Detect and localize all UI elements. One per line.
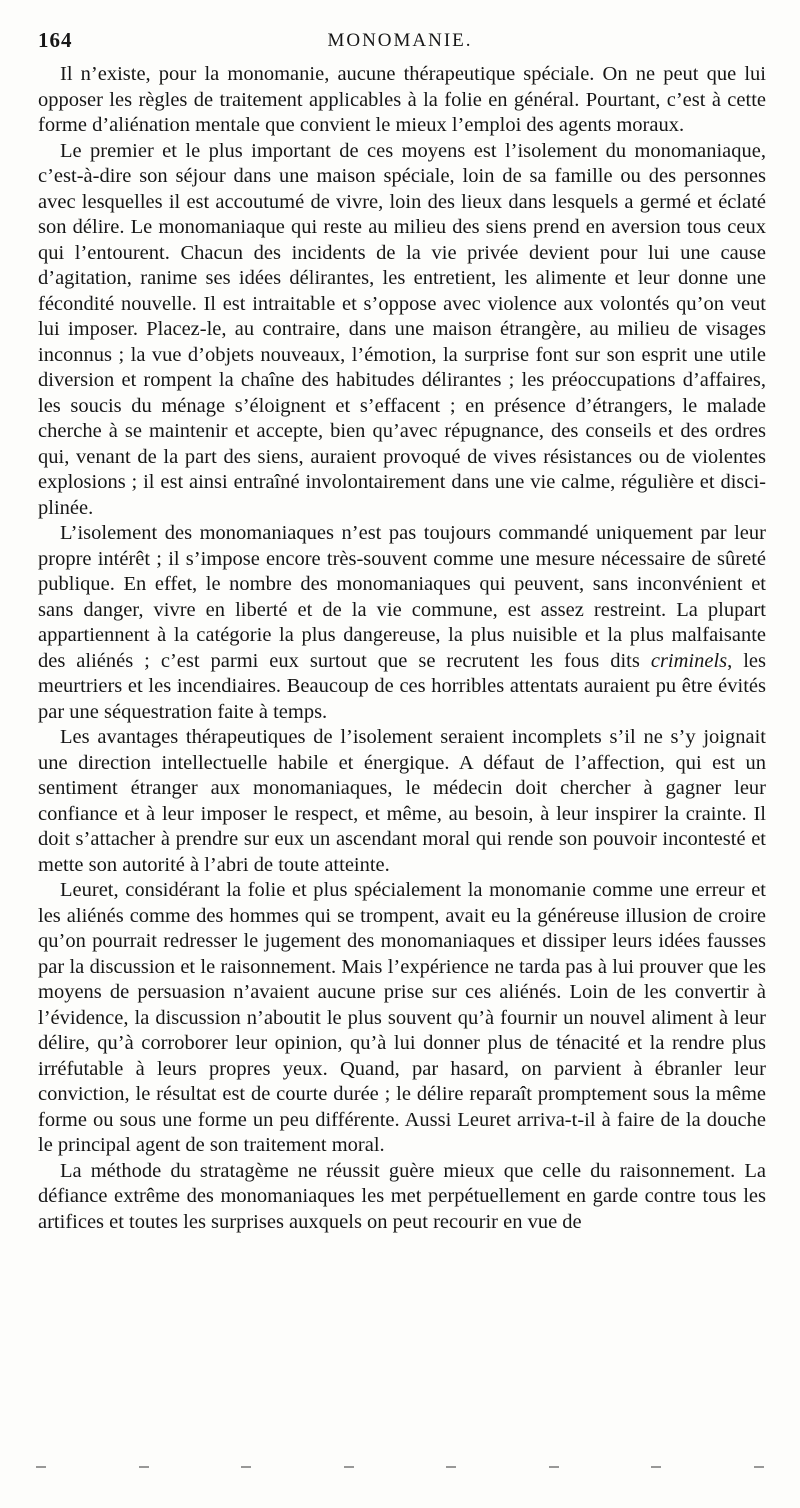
paragraph: Il n’existe, pour la monomanie, aucune thérapeutique spéciale. On ne peut que lui opposer les règles de traitement applicables à la folie en général. Pourtant, c’est à cette forme d’aliénation mentale que convient le mieux l’emploi des agents moraux. [38, 63, 766, 136]
paragraph: Leuret, considérant la folie et plus spécialement la monomanie comme une erreur et les aliénés comme des hommes qui se trompent, avait eu la généreuse illusion de croire qu’on pourrait redresser le jugement des monomaniaques et dissiper leurs idées fausses par la discussion et le raisonnement. Mais l’expérience ne tarda pas à lui prouver que les moyens de persuasion n’avaient aucune prise sur ces aliénés. Loin de les convertir à l’évidence, la discussion n’aboutit le plus souvent qu’à fournir un nouvel aliment à leur délire, qu’à corroborer leur opinion, qu’à lui donner plus de ténacité et la rendre plus irréfutable à leurs propres yeux. Quand, par hasard, on parvient à ébranler leur conviction, le résultat est de courte durée ; le délire reparaît promptement sous la même forme ou sous une forme un peu différente. Aussi Leuret arriva-t-il à faire de la douche le principal agent de son traitement moral. [38, 879, 766, 1156]
paragraph: Le premier et le plus important de ces moyens est l’isolement du monomaniaque, c’est-à-dire son séjour dans une maison spéciale, loin de sa famille ou des personnes avec lesquelles il est accoutumé de vivre, loin des lieux dans lesquels a germé et éclaté son délire. Le monomaniaque qui reste au milieu des siens prend en aversion tous ceux qui l’entourent. Chacun des incidents de la vie privée devient pour lui une cause d’agitation, ranime ses idées délirantes, les entretient, les alimente et leur donne une fécondité nouvelle. Il est intraitable et s’oppose avec violence aux volontés qu’on veut lui imposer. Placez-le, au contraire, dans une maison étrangère, au milieu de visages inconnus ; la vue d’objets nouveaux, l’émotion, la surprise font sur son esprit une utile diversion et rompent la chaîne des habitudes délirantes ; les préoccupations d’affaires, les soucis du ménage s’éloignent et s’effacent ; en présence d’étrangers, le malade cherche à se maintenir et accepte, bien qu’avec répugnance, des conseils et des ordres qui, venant de la part des siens, auraient provoqué de vives résistances ou de violentes explosions ; il est ainsi entraîné involontairement dans une vie calme, régulière et disciplinée. [38, 139, 766, 519]
running-head: MONOMANIE. [327, 30, 473, 51]
paragraph-text: L’isolement des monomaniaques n’est pas toujours commandé uniquement par leur propre intérêt ; il s’impose encore très-souvent comme une mesure nécessaire de sûreté publique. En effet, le nombre des monomaniaques qui peuvent, sans inconvénient et sans danger, vivre en liberté et de la vie commune, est assez restreint. La plupart appartiennent à la catégorie la plus dangereuse, la plus nuisible et la plus malfaisante des aliénés ; c’est parmi eux surtout que se recrutent les fous dits [38, 522, 766, 672]
scan-mark [754, 1466, 764, 1468]
scan-mark [344, 1466, 354, 1468]
scan-mark [241, 1466, 251, 1468]
page-header [30, 28, 770, 58]
body-text [38, 62, 766, 1235]
scan-mark [651, 1466, 661, 1468]
scan-mark [446, 1466, 456, 1468]
paragraph-text: , les meurtriers et les incendiaires. Beaucoup de ces horribles attentats auraient pu être évités par une séquestration faite à temps. [38, 649, 767, 723]
scan-mark [549, 1466, 559, 1468]
italic-term: criminels [650, 649, 728, 672]
page-number: 164 [38, 28, 73, 52]
paragraph: La méthode du stratagème ne réussit guère mieux que celle du raisonnement. La défiance extrême des monomaniaques les met perpétuellement en garde contre tous les artifices et toutes les surprises auxquels on peut recourir en vue de [38, 1159, 766, 1233]
paragraph: Les avantages thérapeutiques de l’isolement seraient incomplets s’il ne s’y joignait une direction intellectuelle habile et énergique. A défaut de l’affection, qui est un sentiment étranger aux monomaniaques, le médecin doit chercher à gagner leur confiance et à leur imposer le respect, et même, au besoin, à leur inspirer la crainte. Il doit s’attacher à prendre sur eux un ascendant moral qui rende son pouvoir incontesté et mette son autorité à l’abri de toute atteinte. [38, 726, 766, 876]
footer-scan-marks [36, 1466, 764, 1470]
scan-mark [36, 1466, 46, 1468]
scan-mark [139, 1466, 149, 1468]
paragraph [38, 521, 766, 725]
